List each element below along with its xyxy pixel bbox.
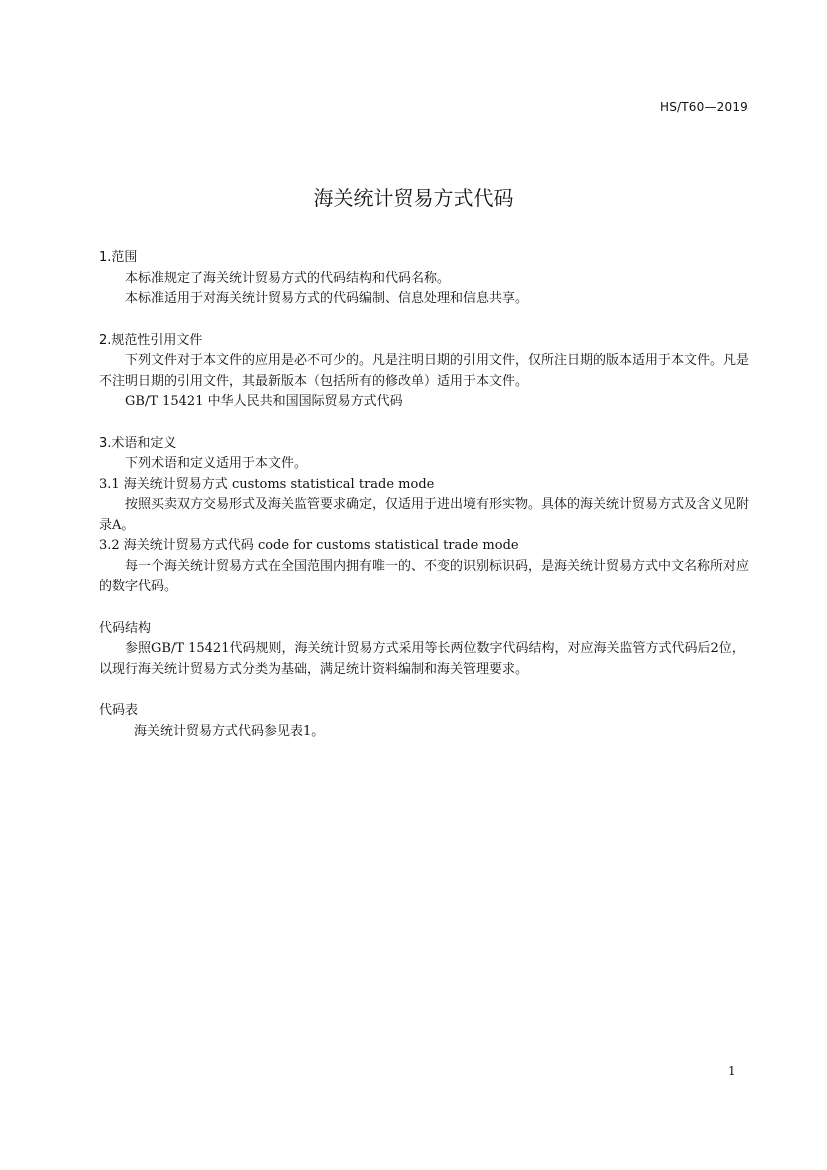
document-body [99, 248, 749, 742]
section-spacer [99, 680, 749, 701]
terms-intro: 下列术语和定义适用于本文件。 [125, 456, 308, 471]
term-3-1-title: 3.1 海关统计贸易方式 customs statistical trade mode [99, 476, 435, 492]
section-spacer [99, 310, 749, 331]
term-3-2-definition: 每一个海关统计贸易方式在全国范围内拥有唯一的、不变的识别标识码，是海关统计贸易方式中文名称所对应的数字代码。 [99, 558, 750, 594]
references-paragraph-1: 下列文件对于本文件的应用是必不可少的。凡是注明日期的引用文件，仅所注日期的版本适用于本文件。凡是不注明日期的引用文件，其最新版本（包括所有的修改单）适用于本文件。 [99, 353, 750, 389]
section-heading-terms: 3.术语和定义 [99, 435, 177, 451]
references-standard-item: GB/T 15421 中华人民共和国国际贸易方式代码 [125, 394, 403, 409]
scope-paragraph-1: 本标准规定了海关统计贸易方式的代码结构和代码名称。 [125, 270, 451, 286]
section-spacer [99, 598, 749, 619]
document-title: 海关统计贸易方式代码 [313, 186, 514, 210]
code-structure-paragraph: 参照GB/T 15421代码规则，海关统计贸易方式采用等长两位数字代码结构，对应海关监管方式代码后2位，以现行海关统计贸易方式分类为基础，满足统计资料编制和海关管理要求。 [99, 641, 745, 677]
section-heading-scope: 1.范围 [99, 250, 138, 265]
code-table-paragraph: 海关统计贸易方式代码参见表1。 [134, 723, 325, 739]
term-3-1-definition: 按照买卖双方交易形式及海关监管要求确定，仅适用于进出境有形实物。具体的海关统计贸易方式及含义见附录A。 [99, 497, 750, 533]
section-spacer [99, 413, 749, 434]
document-code: HS/T60—2019 [659, 100, 748, 114]
term-3-2-title: 3.2 海关统计贸易方式代码 code for customs statistical trade mode [99, 538, 519, 553]
section-heading-code-structure: 代码结构 [99, 620, 152, 636]
section-heading-references: 2.规范性引用文件 [99, 332, 203, 348]
scope-paragraph-2: 本标准适用于对海关统计贸易方式的代码编制、信息处理和信息共享。 [125, 291, 529, 306]
page-number: 1 [728, 1064, 736, 1078]
section-heading-code-table: 代码表 [99, 703, 139, 718]
